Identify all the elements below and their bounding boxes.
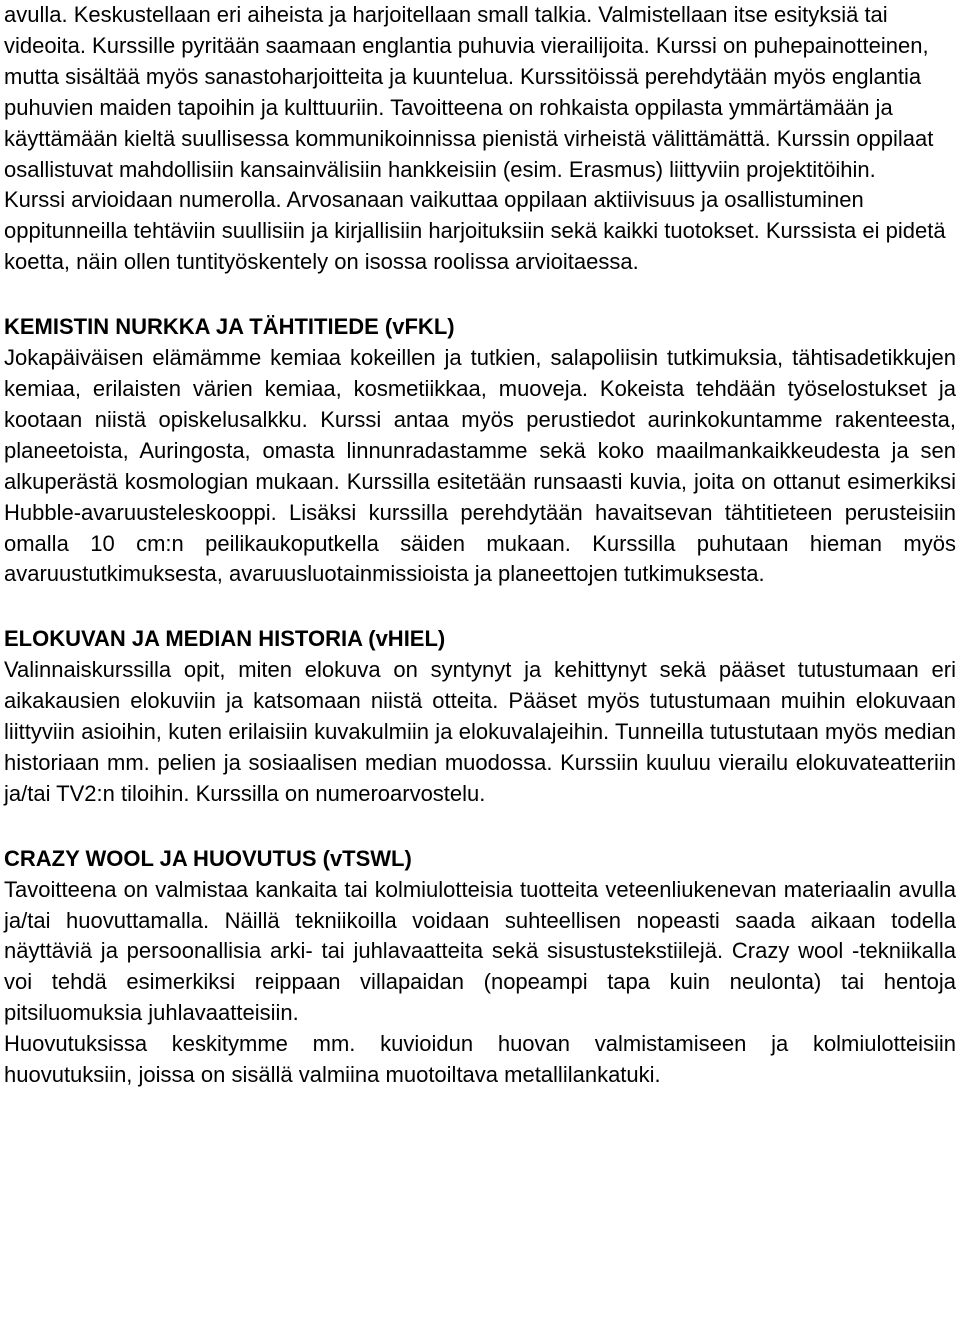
section-body: Tavoitteena on valmistaa kankaita tai kolmiulotteisia tuotteita veteenliukenevan materiaalin avulla ja/tai huovuttamalla. Näillä tekniikoilla voidaan suhteellisen nopeasti saada aikaan todella näyttäviä ja persoonallisia arki- tai juhlavaatteita sekä sisustustekstiilejä. Crazy wool -tekniikalla voi tehdä esimerkiksi reippaan villapaidan (nopeampi tapa kuin neulonta) tai hentoja pitsiluomuksia juhlavaatteisiin. [4, 876, 956, 1026]
grading-paragraph: Kurssi arvioidaan numerolla. Arvosanaan vaikuttaa oppilaan aktiivisuus ja osallistuminen oppitunneilla tehtäviin suullisiin ja kirjallisiin harjoituksiin sekä kaikki tuotokset. Kurssista ei pidetä koetta, näin ollen tuntityöskentely on isossa roolissa arvioitaessa. [4, 187, 946, 275]
section-heading: KEMISTIN NURKKA JA TÄHTITIEDE (vFKL) [4, 314, 455, 340]
section-heading: CRAZY WOOL JA HUOVUTUS (vTSWL) [4, 845, 412, 871]
section-film-media-history [4, 624, 956, 809]
section-heading: ELOKUVAN JA MEDIAN HISTORIA (vHIEL) [4, 626, 446, 652]
section-body-continued: Huovutuksissa keskitymme mm. kuvioidun huovan valmistamiseen ja kolmiulotteisiin huovutuksiin, joissa on sisällä valmiina muotoiltava metallilankatuki. [4, 1031, 956, 1088]
intro-block [4, 0, 956, 278]
section-chemistry-astronomy [4, 312, 956, 590]
intro-paragraph: avulla. Keskustellaan eri aiheista ja harjoitellaan small talkia. Valmistellaan itse esityksiä tai videoita. Kurssille pyritään saamaan englantia puhuvia vierailijoita. Kurssi on puhepainotteinen, mutta sisältää myös sanastoharjoitteita ja kuuntelua. Kurssitöissä perehdytään myös englantia puhuvien maiden tapoihin ja kulttuuriin. Tavoitteena on rohkaista oppilasta ymmärtämään ja käyttämään kieltä suullisessa kommunikoinnissa pienistä virheistä välittämättä. Kurssin oppilaat osallistuvat mahdollisiin kansainvälisiin hankkeisiin (esim. Erasmus) liittyviin projektitöihin. [4, 2, 934, 182]
section-crazy-wool-felting [4, 844, 956, 1091]
section-body: Jokapäiväisen elämämme kemiaa kokeillen ja tutkien, salapoliisin tutkimuksia, tähtisadetikkujen kemiaa, erilaisten värien kemiaa, kosmetiikkaa, muoveja. Kokeista tehdään työselostukset ja kootaan niistä opiskelusalkku. Kurssi antaa myös perustiedot aurinkokuntamme rakenteesta, planeetoista, Auringosta, omasta linnunradastamme sekä koko maailmankaikkeudesta ja sen alkuperästä kosmologian mukaan. Kurssilla esitetään runsaasti kuvia, joita on ottanut esimerkiksi Hubble-avaruusteleskooppi. Lisäksi kurssilla perehdytään havaitsevan tähtitieteen perusteisiin omalla 10 cm:n peilikaukoputkella säiden mukaan. Kurssilla puhutaan hieman myös avaruustutkimuksesta, avaruusluotainmissioista ja planeettojen tutkimuksesta. [4, 345, 956, 587]
section-body: Valinnaiskurssilla opit, miten elokuva on syntynyt ja kehittynyt sekä pääset tutustumaan eri aikakausien elokuviin ja katsomaan niistä otteita. Pääset myös tutustumaan muihin elokuvaan liittyviin asioihin, kuten erilaisiin kuvakulmiin ja elokuvalajeihin. Tunneilla tutustutaan myös median historiaan mm. pelien ja sosiaalisen median muodossa. Kurssiin kuuluu vierailu elokuvateatteriin ja/tai TV2:n tiloihin. Kurssilla on numeroarvostelu. [4, 657, 956, 806]
